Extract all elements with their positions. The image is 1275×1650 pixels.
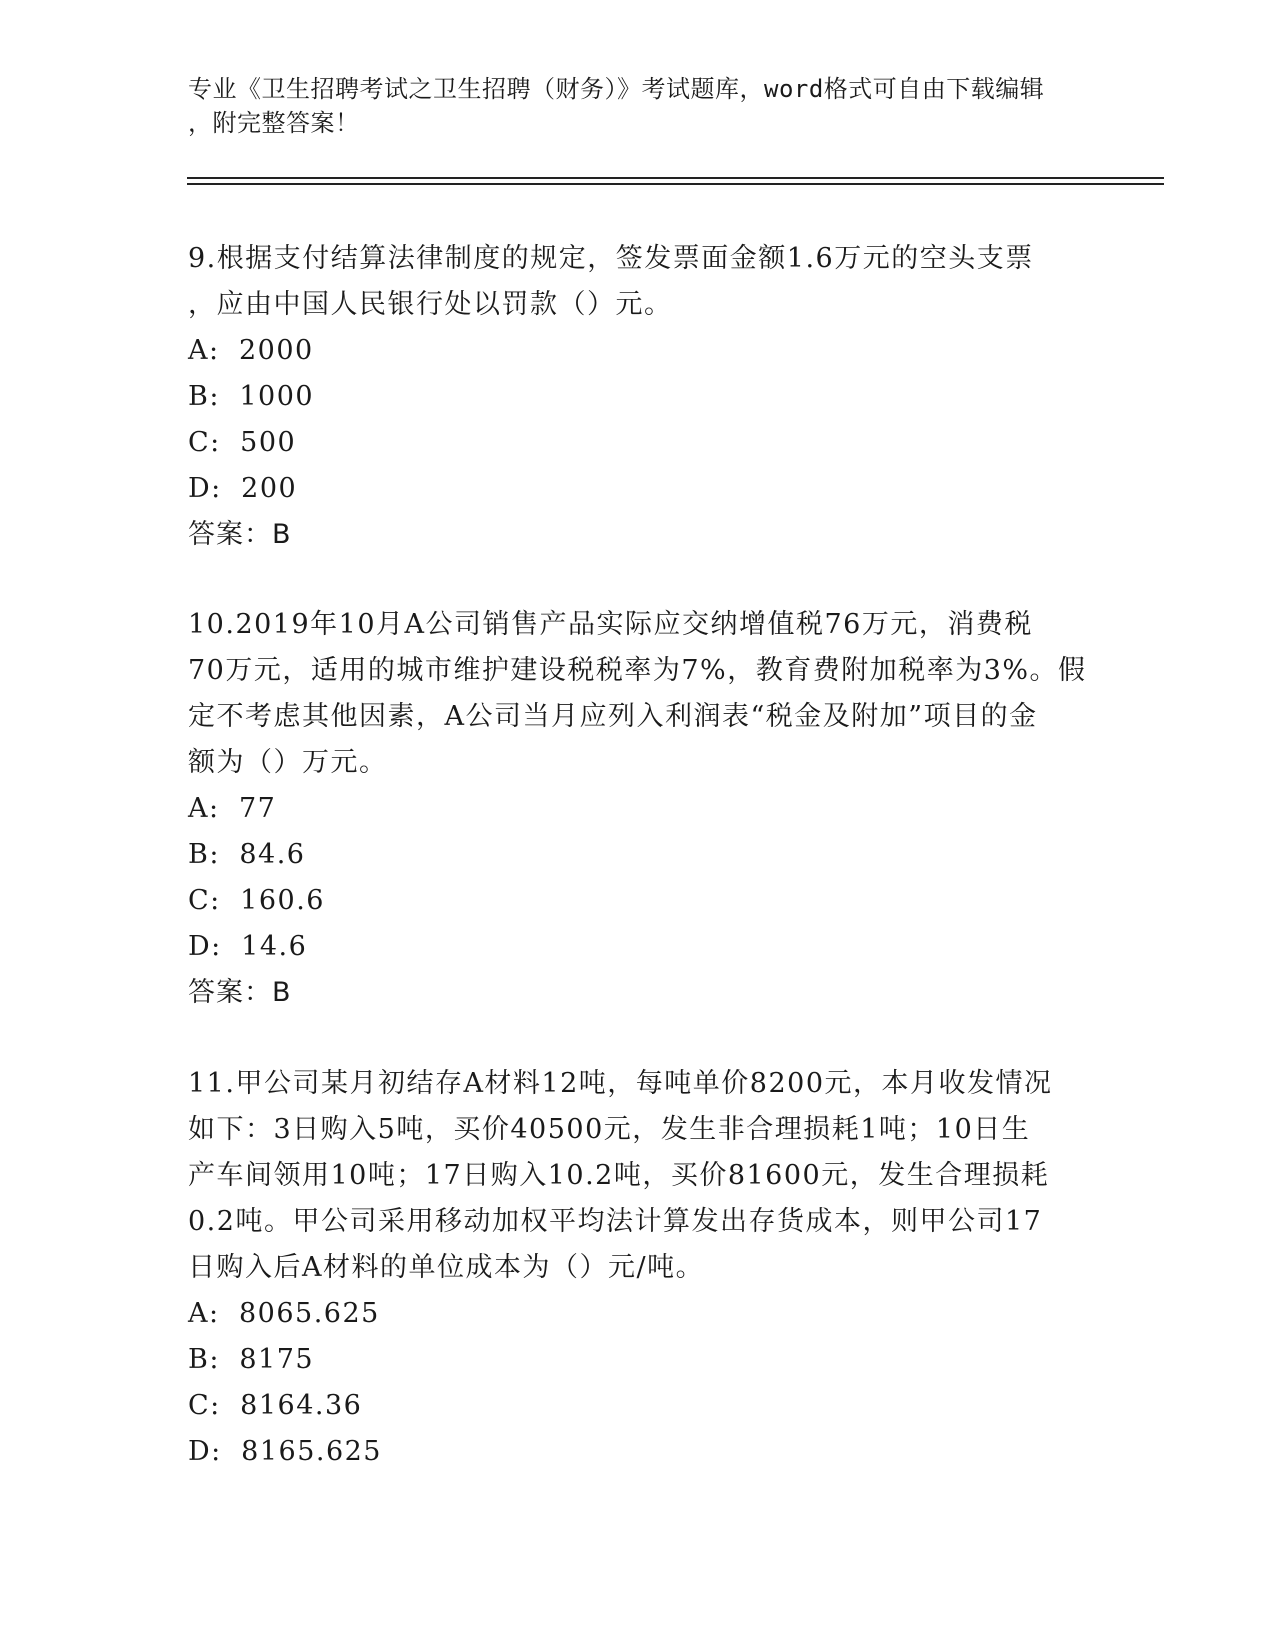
option-b: B: 1000	[188, 381, 315, 412]
option-d: D: 14.6	[188, 931, 308, 962]
option-b: B: 8175	[188, 1344, 315, 1375]
question-9	[188, 236, 1088, 558]
question-stem-line: 0.2吨。甲公司采用移动加权平均法计算发出存货成本，则甲公司17	[188, 1206, 1043, 1237]
answer-label: 答案：B	[188, 977, 292, 1008]
question-stem-line: 11.甲公司某月初结存A材料12吨，每吨单价8200元，本月收发情况	[188, 1068, 1053, 1099]
option-c: C: 160.6	[188, 885, 325, 916]
question-stem-line: 9.根据支付结算法律制度的规定，签发票面金额1.6万元的空头支票	[188, 243, 1034, 274]
question-stem-line: 定不考虑其他因素，A公司当月应列入利润表“税金及附加”项目的金	[188, 701, 1038, 732]
document-header	[188, 72, 1088, 140]
option-a: A: 2000	[188, 335, 314, 366]
header-line: 专业《卫生招聘考试之卫生招聘（财务）》考试题库，word格式可自由下载编辑	[188, 75, 1045, 103]
option-d: D: 200	[188, 473, 298, 504]
option-a: A: 8065.625	[188, 1298, 380, 1329]
question-stem-line: 70万元，适用的城市维护建设税税率为7%，教育费附加税率为3%。假	[188, 655, 1087, 686]
question-stem-line: 10.2019年10月A公司销售产品实际应交纳增值税76万元，消费税	[188, 609, 1033, 640]
question-stem-line: 日购入后A材料的单位成本为（）元/吨。	[188, 1252, 705, 1283]
option-d: D: 8165.625	[188, 1436, 382, 1467]
option-c: C: 500	[188, 427, 297, 458]
option-a: A: 77	[188, 793, 277, 824]
question-10	[188, 602, 1088, 1016]
question-stem-line: ，应由中国人民银行处以罚款（）元。	[188, 289, 673, 320]
option-b: B: 84.6	[188, 839, 306, 870]
question-stem-line: 额为（）万元。	[188, 747, 388, 778]
question-stem-line: 产车间领用10吨；17日购入10.2吨，买价81600元，发生合理损耗	[188, 1160, 1050, 1191]
question-11	[188, 1061, 1088, 1475]
question-stem-line: 如下：3日购入5吨，买价40500元，发生非合理损耗1吨；10日生	[188, 1114, 1031, 1145]
answer-label: 答案：B	[188, 519, 292, 550]
header-divider-bottom	[187, 183, 1164, 185]
header-divider-top	[187, 177, 1164, 179]
header-line: ，附完整答案！	[188, 109, 360, 137]
option-c: C: 8164.36	[188, 1390, 363, 1421]
